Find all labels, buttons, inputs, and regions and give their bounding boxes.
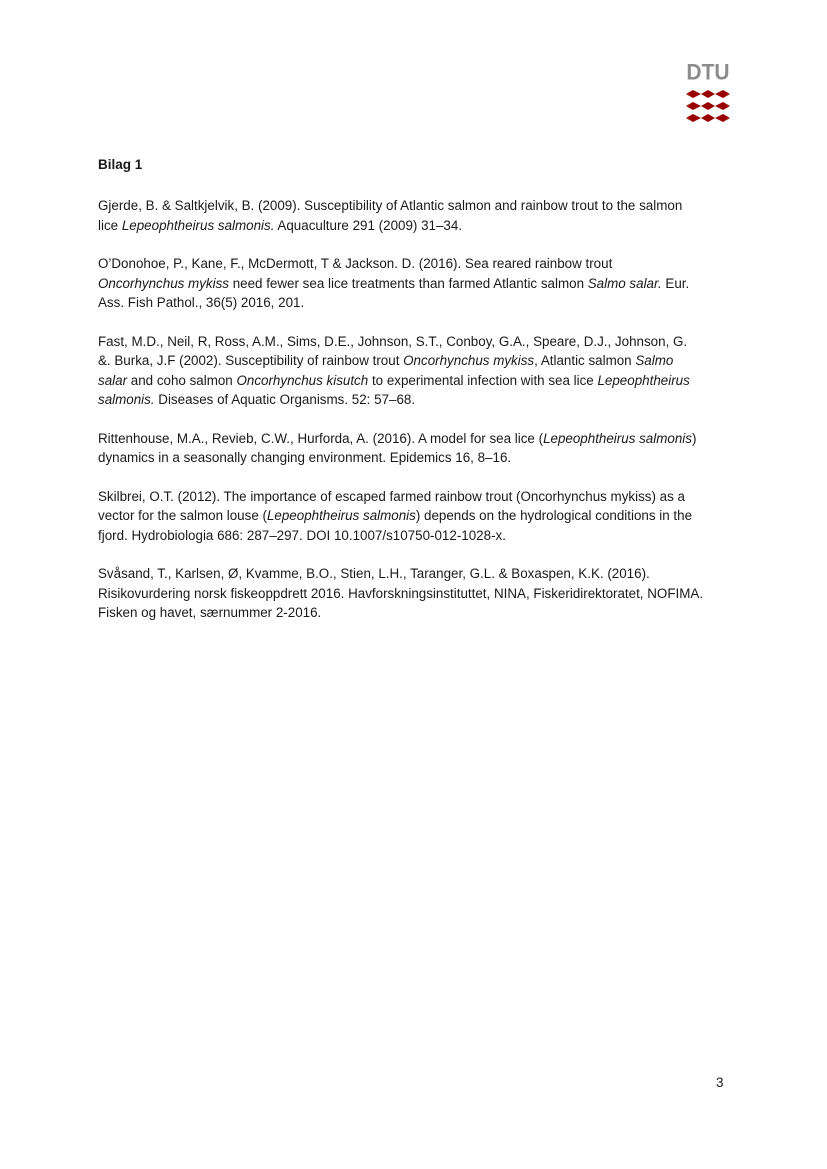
- appendix-heading: Bilag 1: [98, 157, 143, 172]
- reference-line: [98, 332, 738, 352]
- reference-entry: [98, 196, 738, 235]
- reference-text: Fast, M.D., Neil, R, Ross, A.M., Sims, D.E., Johnson, S.T., Conboy, G.A., Speare, D.J., Johnson, G.: [98, 333, 688, 349]
- reference-entry: [98, 332, 738, 410]
- reference-entry: [98, 564, 738, 623]
- reference-text: ) depends on the hydrological conditions in the: [415, 508, 693, 523]
- reference-italic-text: Oncorhynchus mykiss: [403, 353, 535, 368]
- reference-italic-text: Oncorhynchus kisutch: [236, 372, 369, 388]
- reference-text: and coho salmon: [127, 372, 237, 388]
- reference-line: [98, 487, 738, 507]
- reference-line: [98, 351, 738, 371]
- reference-line: [98, 196, 738, 216]
- reference-text: Ass. Fish Pathol., 36(5) 2016, 201.: [98, 295, 305, 310]
- reference-text: Fisken og havet, særnummer 2-2016.: [98, 605, 322, 620]
- reference-line: [98, 564, 738, 584]
- dtu-logo-mark-icon: [686, 89, 730, 125]
- reference-italic-text: Salmo salar.: [587, 275, 662, 291]
- reference-line: [98, 216, 738, 236]
- reference-italic-text: Salmo: [635, 353, 674, 368]
- reference-text: Diseases of Aquatic Organisms. 52: 57–68.: [154, 392, 416, 407]
- reference-text: , Atlantic salmon: [534, 353, 636, 368]
- reference-entry: [98, 487, 738, 546]
- reference-italic-text: Oncorhynchus mykiss: [98, 275, 229, 291]
- reference-text: Risikovurdering norsk fiskeoppdrett 2016. Havforskningsinstituttet, NINA, Fiskeridirektoratet, NOFIMA.: [98, 585, 704, 601]
- reference-line: [98, 254, 738, 274]
- dtu-logo-text: DTU: [686, 60, 730, 85]
- reference-text: dynamics in a seasonally changing environment. Epidemics 16, 8–16.: [98, 450, 512, 465]
- reference-italic-text: Lepeophtheirus salmonis: [543, 430, 692, 446]
- reference-text: ): [691, 430, 697, 446]
- reference-italic-text: Lepeophtheirus salmonis.: [121, 217, 275, 233]
- reference-line: [98, 429, 738, 449]
- reference-text: Aquaculture 291 (2009) 31–34.: [274, 217, 463, 233]
- reference-entry: [98, 254, 738, 313]
- reference-text: &. Burka, J.F (2002). Susceptibility of rainbow trout: [98, 353, 404, 368]
- reference-italic-text: salar: [98, 372, 128, 388]
- dtu-logo: [686, 62, 730, 124]
- reference-text: Svåsand, T., Karlsen, Ø, Kvamme, B.O., Stien, L.H., Taranger, G.L. & Boxaspen, K.K. (2016).: [98, 566, 650, 581]
- reference-line: [98, 526, 738, 546]
- reference-text: need fewer sea lice treatments than farmed Atlantic salmon: [228, 275, 588, 291]
- reference-text: to experimental infection with sea lice: [368, 372, 598, 388]
- reference-italic-text: Lepeophtheirus salmonis: [266, 508, 416, 523]
- reference-line: [98, 506, 738, 526]
- reference-line: [98, 390, 738, 410]
- reference-line: [98, 293, 738, 313]
- reference-entry: [98, 429, 738, 468]
- reference-line: [98, 371, 738, 391]
- reference-text: O’Donohoe, P., Kane, F., McDermott, T & Jackson. D. (2016). Sea reared rainbow trout: [98, 256, 613, 271]
- reference-text: Rittenhouse, M.A., Revieb, C.W., Hurforda, A. (2016). A model for sea lice (: [98, 430, 544, 446]
- reference-line: [98, 448, 738, 468]
- reference-italic-text: salmonis.: [98, 392, 155, 407]
- reference-text: Gjerde, B. & Saltkjelvik, B. (2009). Susceptibility of Atlantic salmon and rainbow trout to the salmon: [98, 198, 683, 213]
- reference-line: [98, 603, 738, 623]
- reference-line: [98, 274, 738, 294]
- page-number: 3: [716, 1075, 724, 1090]
- reference-line: [98, 584, 738, 604]
- reference-text: vector for the salmon louse (: [98, 508, 267, 523]
- reference-text: Skilbrei, O.T. (2012). The importance of escaped farmed rainbow trout (Oncorhynchus mykiss) as a: [98, 488, 685, 504]
- reference-list: [98, 196, 738, 642]
- reference-text: Eur.: [661, 275, 690, 291]
- reference-text: lice: [98, 217, 122, 233]
- reference-italic-text: Lepeophtheirus: [597, 372, 690, 388]
- reference-text: fjord. Hydrobiologia 686: 287–297. DOI 10.1007/s10750-012-1028-x.: [98, 527, 506, 543]
